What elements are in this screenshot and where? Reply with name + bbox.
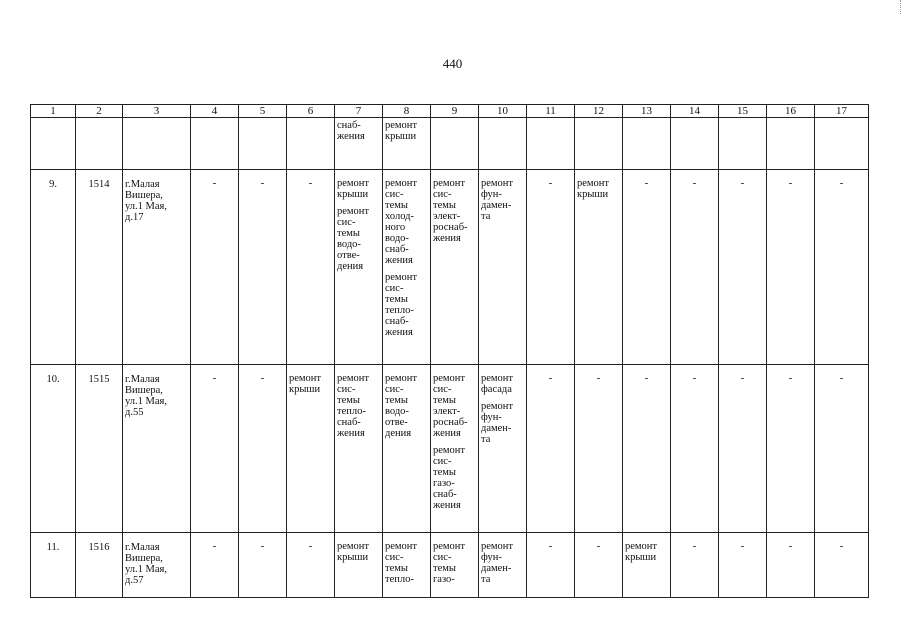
row-number: 11. <box>31 533 76 598</box>
column-number-1: 1 <box>31 105 76 118</box>
work-text-line: темы <box>385 563 408 575</box>
work-item <box>481 401 524 445</box>
table-row <box>31 365 869 533</box>
empty-dash-cell-col-15: - <box>719 533 767 598</box>
address-line: г.Малая <box>125 179 160 190</box>
address-line: д.55 <box>125 407 144 419</box>
work-text-line: ремонт <box>481 178 514 189</box>
work-text-line: тепло- <box>385 574 414 586</box>
work-item <box>385 272 428 338</box>
cell-col-7 <box>335 118 383 170</box>
address-line: Вишера, <box>125 190 163 202</box>
column-number-2: 2 <box>76 105 123 118</box>
work-text-line: холод- <box>385 211 414 223</box>
work-item <box>433 445 476 511</box>
work-text-line: тепло- <box>337 406 366 418</box>
column-number-3: 3 <box>123 105 191 118</box>
empty-dash-cell-col-15: - <box>719 365 767 533</box>
works-cell-col-10 <box>479 170 527 365</box>
work-text-line: темы <box>385 294 408 306</box>
table-row <box>31 533 869 598</box>
work-text-line: снаб- <box>337 120 361 131</box>
cell-col-5 <box>239 118 287 170</box>
work-text-line: жения <box>433 233 461 245</box>
work-text-line: ремонт <box>481 541 514 552</box>
page-number: 440 <box>442 56 463 71</box>
work-text-line: водо- <box>385 233 409 245</box>
work-item <box>385 373 428 439</box>
empty-dash-cell-col-17: - <box>815 365 869 533</box>
work-text-line: темы <box>433 467 456 479</box>
work-text-line: темы <box>433 200 456 212</box>
cell-col-13 <box>623 118 671 170</box>
work-text-line: дамен- <box>481 423 512 435</box>
work-text-line: элект- <box>433 406 461 418</box>
empty-dash-cell-col-11: - <box>527 365 575 533</box>
building-id: 1516 <box>76 533 123 598</box>
empty-dash-cell-col-5: - <box>239 533 287 598</box>
empty-dash-cell-col-14: - <box>671 170 719 365</box>
address-line: г.Малая <box>125 542 160 553</box>
empty-dash-cell-col-12: - <box>575 365 623 533</box>
work-text-line: та <box>481 434 491 446</box>
works-cell-col-13 <box>623 533 671 598</box>
work-text-line: ремонт <box>337 206 370 218</box>
column-number-10: 10 <box>479 105 527 118</box>
column-number-16: 16 <box>767 105 815 118</box>
work-text-line: ремонт <box>481 373 514 384</box>
work-text-line: ного <box>385 222 406 234</box>
work-text-line: крыши <box>385 131 417 143</box>
cell-col-1 <box>31 118 76 170</box>
work-text-line: ремонт <box>385 120 418 131</box>
work-text-line: роснаб- <box>433 222 468 234</box>
empty-dash-cell-col-4: - <box>191 533 239 598</box>
work-text-line: крыши <box>337 552 369 564</box>
work-text-line: крыши <box>289 384 321 396</box>
work-text-line: сис- <box>433 456 452 468</box>
work-text-line: жения <box>337 428 365 440</box>
work-text-line: жения <box>433 500 461 512</box>
work-text-line: ремонт <box>385 272 418 284</box>
empty-dash-cell-col-13: - <box>623 170 671 365</box>
work-text-line: сис- <box>337 384 356 396</box>
work-text-line: ремонт <box>481 401 514 413</box>
work-text-line: снаб- <box>385 244 409 256</box>
work-text-line: крыши <box>577 189 609 201</box>
building-address <box>123 365 191 533</box>
column-number-6: 6 <box>287 105 335 118</box>
work-text-line: сис- <box>385 384 404 396</box>
work-item <box>625 541 668 563</box>
table-row <box>31 170 869 365</box>
address-line: д.17 <box>125 212 144 224</box>
work-text-line: дения <box>385 428 412 440</box>
column-number-15: 15 <box>719 105 767 118</box>
empty-dash-cell-col-13: - <box>623 365 671 533</box>
empty-dash-cell-col-14: - <box>671 365 719 533</box>
cell-col-6 <box>287 118 335 170</box>
column-number-14: 14 <box>671 105 719 118</box>
work-text-line: ремонт <box>433 445 466 457</box>
works-cell-col-8 <box>383 533 431 598</box>
work-item <box>481 541 524 585</box>
cell-col-14 <box>671 118 719 170</box>
works-cell-col-7 <box>335 365 383 533</box>
work-text-line: фасада <box>481 384 512 396</box>
work-text-line: темы <box>337 395 360 407</box>
empty-dash-cell-col-5: - <box>239 365 287 533</box>
work-text-line: та <box>481 211 491 223</box>
work-item <box>385 120 428 142</box>
column-numbers-row <box>31 105 869 118</box>
work-text-line: снаб- <box>337 417 361 429</box>
work-item <box>433 178 476 244</box>
empty-dash-cell-col-4: - <box>191 170 239 365</box>
empty-dash-cell-col-16: - <box>767 533 815 598</box>
column-number-12: 12 <box>575 105 623 118</box>
cell-col-9 <box>431 118 479 170</box>
work-text-line: крыши <box>337 189 369 201</box>
work-item <box>433 373 476 439</box>
work-text-line: сис- <box>433 552 452 564</box>
cell-col-4 <box>191 118 239 170</box>
work-text-line: ремонт <box>337 178 370 189</box>
work-item <box>481 178 524 222</box>
column-number-7: 7 <box>335 105 383 118</box>
cell-col-15 <box>719 118 767 170</box>
work-text-line: темы <box>385 395 408 407</box>
works-cell-col-12 <box>575 170 623 365</box>
works-cell-col-10 <box>479 533 527 598</box>
work-item <box>289 373 332 395</box>
cell-col-2 <box>76 118 123 170</box>
work-text-line: дамен- <box>481 200 512 212</box>
work-text-line: ремонт <box>433 178 466 189</box>
work-text-line: фун- <box>481 412 502 424</box>
work-text-line: снаб- <box>385 316 409 328</box>
work-text-line: ремонт <box>337 373 370 384</box>
work-text-line: фун- <box>481 189 502 201</box>
table-body <box>31 118 869 598</box>
works-cell-col-8 <box>383 170 431 365</box>
work-item <box>337 206 380 272</box>
cell-col-16 <box>767 118 815 170</box>
cell-col-11 <box>527 118 575 170</box>
empty-dash-cell-col-16: - <box>767 365 815 533</box>
work-text-line: темы <box>385 200 408 212</box>
work-item <box>577 178 620 200</box>
address-line: Вишера, <box>125 553 163 565</box>
work-text-line: ремонт <box>433 541 466 552</box>
works-cell-col-7 <box>335 170 383 365</box>
address-line: г.Малая <box>125 374 160 385</box>
cell-col-8 <box>383 118 431 170</box>
works-cell-col-9 <box>431 170 479 365</box>
column-number-5: 5 <box>239 105 287 118</box>
cell-col-10 <box>479 118 527 170</box>
work-text-line: фун- <box>481 552 502 564</box>
address-line: д.57 <box>125 575 144 587</box>
work-text-line: темы <box>433 395 456 407</box>
column-number-4: 4 <box>191 105 239 118</box>
work-text-line: ремонт <box>289 373 322 384</box>
work-text-line: ремонт <box>337 541 370 552</box>
empty-dash-cell-col-17: - <box>815 533 869 598</box>
work-text-line: роснаб- <box>433 417 468 429</box>
work-text-line: газо- <box>433 478 455 490</box>
scan-edge-mark <box>900 0 903 14</box>
empty-dash-cell-col-5: - <box>239 170 287 365</box>
empty-dash-cell-col-14: - <box>671 533 719 598</box>
work-text-line: сис- <box>433 384 452 396</box>
column-number-9: 9 <box>431 105 479 118</box>
work-text-line: жения <box>337 131 365 143</box>
column-number-13: 13 <box>623 105 671 118</box>
work-text-line: газо- <box>433 574 455 586</box>
work-text-line: ремонт <box>433 373 466 384</box>
work-item <box>337 178 380 200</box>
work-text-line: сис- <box>337 217 356 229</box>
empty-dash-cell-col-11: - <box>527 533 575 598</box>
empty-dash-cell-col-6: - <box>287 170 335 365</box>
cell-col-3 <box>123 118 191 170</box>
cell-col-12 <box>575 118 623 170</box>
work-text-line: ремонт <box>385 178 418 189</box>
work-text-line: темы <box>433 563 456 575</box>
cell-col-17 <box>815 118 869 170</box>
work-item <box>337 120 380 142</box>
address-line: ул.1 Мая, <box>125 201 167 213</box>
work-text-line: сис- <box>433 189 452 201</box>
work-text-line: та <box>481 574 491 586</box>
empty-dash-cell-col-12: - <box>575 533 623 598</box>
empty-dash-cell-col-4: - <box>191 365 239 533</box>
empty-dash-cell-col-15: - <box>719 170 767 365</box>
work-text-line: темы <box>337 228 360 240</box>
works-cell-col-9 <box>431 533 479 598</box>
building-address <box>123 170 191 365</box>
work-text-line: дамен- <box>481 563 512 575</box>
address-line: Вишера, <box>125 385 163 397</box>
work-item <box>337 541 380 563</box>
work-text-line: отве- <box>337 250 360 262</box>
work-item <box>481 373 524 395</box>
works-cell-col-9 <box>431 365 479 533</box>
work-text-line: сис- <box>385 552 404 564</box>
building-id: 1514 <box>76 170 123 365</box>
work-item <box>337 373 380 439</box>
work-text-line: сис- <box>385 189 404 201</box>
work-text-line: элект- <box>433 211 461 223</box>
empty-dash-cell-col-17: - <box>815 170 869 365</box>
building-address <box>123 533 191 598</box>
work-text-line: ремонт <box>625 541 658 552</box>
work-text-line: тепло- <box>385 305 414 317</box>
work-item <box>433 541 476 585</box>
work-text-line: отве- <box>385 417 408 429</box>
works-cell-col-8 <box>383 365 431 533</box>
work-text-line: ремонт <box>385 373 418 384</box>
empty-dash-cell-col-16: - <box>767 170 815 365</box>
table-row-continuation <box>31 118 869 170</box>
work-text-line: водо- <box>337 239 361 251</box>
work-text-line: дения <box>337 261 364 273</box>
empty-dash-cell-col-11: - <box>527 170 575 365</box>
work-item <box>385 541 428 585</box>
works-cell-col-10 <box>479 365 527 533</box>
work-text-line: ремонт <box>577 178 610 189</box>
address-line: ул.1 Мая, <box>125 564 167 576</box>
address-line: ул.1 Мая, <box>125 396 167 408</box>
work-text-line: снаб- <box>433 489 457 501</box>
works-cell-col-7 <box>335 533 383 598</box>
work-text-line: ремонт <box>385 541 418 552</box>
work-text-line: водо- <box>385 406 409 418</box>
column-number-11: 11 <box>527 105 575 118</box>
work-text-line: жения <box>385 255 413 267</box>
work-text-line: жения <box>385 327 413 339</box>
work-text-line: жения <box>433 428 461 440</box>
works-table <box>30 104 869 598</box>
works-cell-col-6 <box>287 365 335 533</box>
column-number-8: 8 <box>383 105 431 118</box>
work-text-line: сис- <box>385 283 404 295</box>
column-number-17: 17 <box>815 105 869 118</box>
work-text-line: крыши <box>625 552 657 564</box>
empty-dash-cell-col-6: - <box>287 533 335 598</box>
work-item <box>385 178 428 266</box>
building-id: 1515 <box>76 365 123 533</box>
row-number: 10. <box>31 365 76 533</box>
row-number: 9. <box>31 170 76 365</box>
